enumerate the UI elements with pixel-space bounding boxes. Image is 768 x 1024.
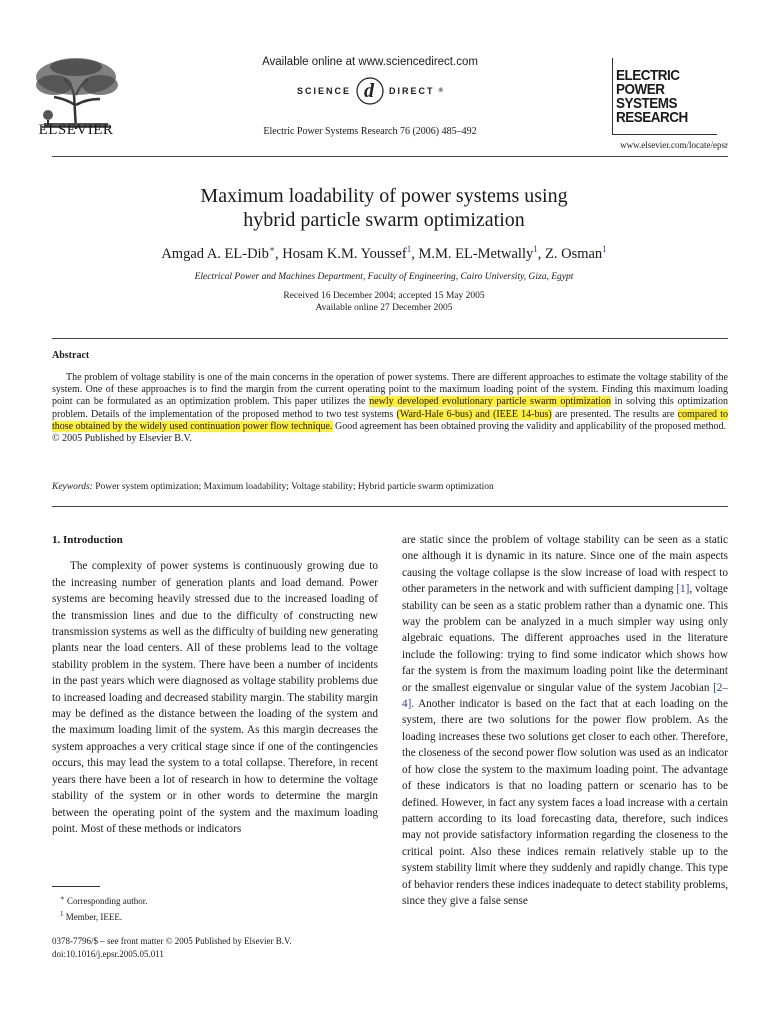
keywords-label: Keywords: bbox=[52, 482, 93, 492]
abstract-heading: Abstract bbox=[52, 350, 90, 361]
title-line: hybrid particle swarm optimization bbox=[243, 209, 525, 231]
author-name: Hosam K.M. Youssef bbox=[282, 245, 407, 262]
publisher-name: ELSEVIER bbox=[38, 122, 114, 138]
author-name: M.M. EL-Metwally bbox=[418, 245, 534, 262]
author-name: Amgad A. EL-Dib bbox=[161, 245, 269, 262]
right-column bbox=[402, 532, 728, 909]
footnote-text: Member, IEEE. bbox=[63, 912, 123, 922]
journal-logo-line: ELECTRIC bbox=[616, 66, 680, 84]
article-title bbox=[60, 184, 708, 232]
abstract-text: in solving this optimization problem. Details of the implementation of the proposed method to two test systems bbox=[52, 396, 728, 420]
footnote-rule bbox=[52, 886, 100, 887]
footnote-corresponding bbox=[60, 892, 148, 908]
sd-registered-mark: ® bbox=[438, 88, 443, 94]
received-date: Received 16 December 2004; accepted 15 May 2005 bbox=[283, 291, 485, 301]
sd-right-word: DIRECT bbox=[389, 86, 435, 96]
author-list bbox=[60, 244, 708, 263]
left-column bbox=[52, 532, 378, 837]
journal-logo-line: POWER bbox=[616, 80, 665, 98]
journal-url-link[interactable]: www.elsevier.com/locate/epsr bbox=[620, 140, 728, 150]
keywords-bottom-rule bbox=[52, 506, 728, 507]
header-rule bbox=[52, 156, 728, 157]
abstract-text: The problem of voltage stability is one of the main concerns in the operation of power systems. There are different approaches to estimate the voltage stability of the system. One of these approaches is to find the margin from the current operating point to the maximum loading point of the system. Finding this maximum loading point can be formulated as an optimization problem. This paper utilizes the bbox=[52, 372, 728, 408]
author-separator: , bbox=[537, 245, 545, 262]
keywords bbox=[52, 482, 728, 492]
author-mark-link[interactable]: 1 bbox=[533, 244, 538, 254]
author-separator: , bbox=[274, 245, 283, 262]
footnote-text: Corresponding author. bbox=[64, 896, 148, 906]
sd-left-word: SCIENCE bbox=[297, 86, 352, 96]
journal-logo-epsr bbox=[616, 68, 712, 124]
author-mark-link[interactable]: 1 bbox=[602, 244, 607, 254]
author-mark-link[interactable]: ∗ bbox=[268, 244, 275, 254]
highlight-annotation[interactable]: (Ward-Hale 6-bus) and (IEEE 14-bus) bbox=[396, 408, 552, 420]
citation-link[interactable]: [2–4] bbox=[402, 681, 728, 711]
intro-paragraph: The complexity of power systems is continuously growing due to the increasing number of generation plants and load demand. Power systems are becoming heavily stressed due to the increased loading of the transmission lines and due to the difficulty of constructing new transmission systems as well as the difficulty of building new generating plants near the load centers. All of these problems lead to the voltage stability problem in the system. There have been a number of incidents in the past years which were diagnosed as voltage stability problems due to increased loading and decreased stability margin. The stability margin may be defined as the distance between the loading of the system and the maximum loading limit of the system. As this margin decreases the system approaches a very critical stage since if one of the contingencies occurs, this may lead the system to a total collapse. Therefore, in recent years there have been a lot of research in how to determine the voltage stability of the system or in other words to determine the margin between the operating point of the system and the maximum loading point. Most of these methods or indicators bbox=[52, 560, 378, 835]
keywords-text: Power system optimization; Maximum loadability; Voltage stability; Hybrid particle swarm optimization bbox=[92, 482, 494, 492]
highlight-annotation[interactable]: newly developed evolutionary particle swarm optimization bbox=[369, 396, 611, 408]
section-heading-introduction: 1. Introduction bbox=[52, 534, 123, 546]
journal-citation: Electric Power Systems Research 76 (2006) 485–492 bbox=[263, 126, 477, 137]
issn-line: 0378-7796/$ – see front matter © 2005 Published by Elsevier B.V. bbox=[52, 936, 292, 946]
abstract-text: Good agreement has been obtained proving the validity and applicability of the proposed method. bbox=[332, 420, 727, 432]
sciencedirect-logo bbox=[200, 74, 540, 108]
author-separator: , bbox=[411, 245, 419, 262]
article-dates bbox=[60, 290, 708, 314]
title-line: Maximum loadability of power systems using bbox=[200, 185, 568, 207]
journal-logo-line: RESEARCH bbox=[616, 108, 688, 126]
abstract-paragraph bbox=[52, 372, 728, 433]
abstract-body bbox=[52, 372, 728, 445]
doi-link[interactable]: doi:10.1016/j.epsr.2005.05.011 bbox=[52, 949, 164, 959]
footnote-mark: 1 bbox=[60, 910, 64, 918]
footnote-mark: ∗ bbox=[60, 894, 65, 902]
body-text: , voltage stability can be seen as a static problem rather than a dynamic one. This way the problem can be analyzed in a much simpler way using only algebraic equations. The different approaches used in the literature include the following: trying to find some indicator which shows how far the system is from the maximum loading point like the determinant or the smallest eigenvalue or singular value of the system Jacobian bbox=[402, 583, 728, 694]
sciencedirect-d-icon bbox=[355, 76, 385, 106]
citation-link[interactable]: [1] bbox=[676, 583, 690, 596]
body-text: are static since the problem of voltage stability can be seen as a static one although it is dynamic in its nature. Since one of the main aspects causing the voltage collapse is the slow increase of load with respect to other parameters in the network and with sufficient damping bbox=[402, 534, 728, 596]
abstract-copyright: © 2005 Published by Elsevier B.V. bbox=[52, 433, 192, 445]
author-mark-link[interactable]: 1 bbox=[406, 244, 412, 254]
affiliation: Electrical Power and Machines Department, Faculty of Engineering, Cairo University, Giza, Egypt bbox=[194, 272, 574, 282]
highlight-annotation[interactable]: compared to those obtained by the widely used continuation power flow technique. bbox=[52, 408, 729, 432]
abstract-text: are presented. The results are bbox=[551, 408, 678, 420]
sciencedirect-available-line[interactable]: Available online at www.sciencedirect.com bbox=[262, 56, 478, 68]
footnotes bbox=[60, 892, 148, 924]
author-name: Z. Osman bbox=[544, 245, 603, 262]
intro-paragraph-continued bbox=[402, 532, 728, 909]
online-date: Available online 27 December 2005 bbox=[315, 303, 453, 313]
svg-text:d: d bbox=[364, 80, 377, 102]
body-text: . Another indicator is based on the fact that at each loading on the system, there are two solutions for the power flow problem. As the loading increases these two solutions get closer to each other. Therefore, the closeness of the second power flow solution was used as an indicator of how close the system to the maximum loading point. The advantage of these indicators is that no loading pattern or scenario has to be defined. However, in fact any system faces a load increase with a certain pattern according to its load forecasting data, therefore, such indices may not provide satisfactory information regarding the closeness to the critical point. Also these indices remain relatively stable up to the system stability limit where they suddenly and rapidly change. This type of behavior renders these indices inadequate to detect stability problems, since they give a false sense bbox=[402, 698, 728, 907]
abstract-top-rule bbox=[52, 338, 728, 339]
footnote-member bbox=[60, 908, 148, 924]
publication-meta bbox=[52, 935, 292, 961]
journal-logo-line: SYSTEMS bbox=[616, 94, 678, 112]
